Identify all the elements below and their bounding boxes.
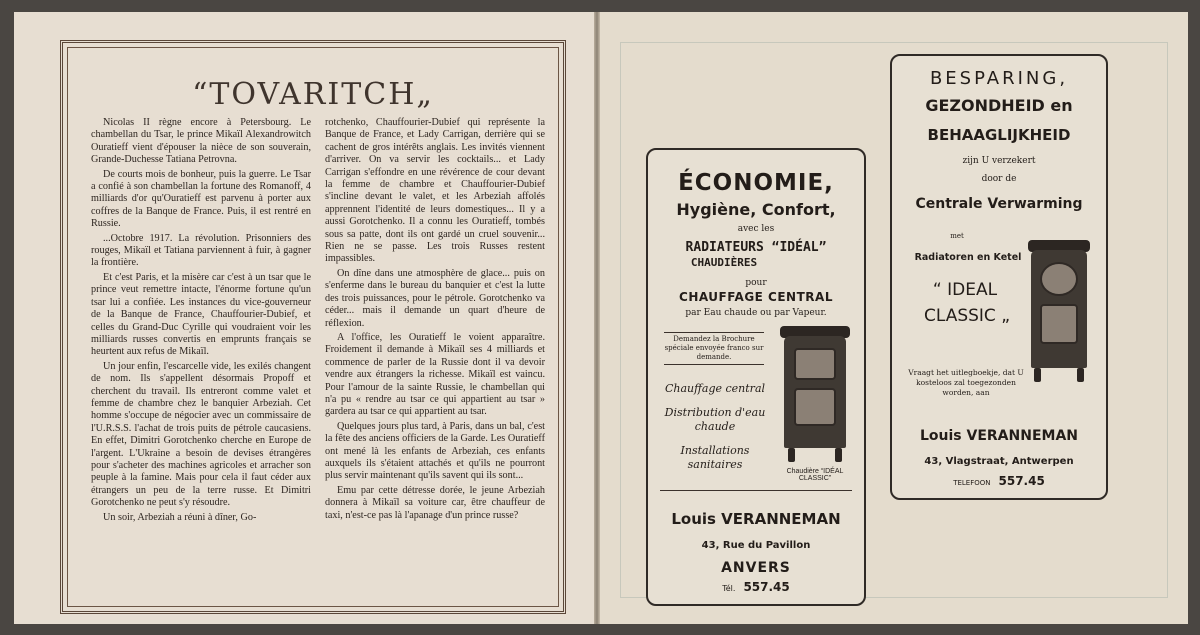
ad-line: CLASSIC „ [923,306,1011,326]
article-column-1 [91,117,311,526]
ad-line: zijn U verzekert [962,156,1036,166]
ad-line: “ IDEAL [932,280,998,300]
feature-item: Installations sanitaires [680,444,750,471]
feature-list [660,382,770,472]
paragraph: A l'office, les Ouratieff le voient apparaître. Froidement il demande à Mikaïl ses 4 milliards et commence de parler de la Russie dont il va devoir vendre aux étrangers la richesse. Mikaïl est vaincu. Pour l'amour de la sainte Russie, le chambellan qui n'a pu « rendre au tsar ce qui appartient au tsar » gardera au tsar ce qui appartient au tsar. [325,331,545,418]
boiler-caption: Chaudière “IDÉAL CLASSIC” [786,468,844,482]
paragraph: Et c'est Paris, et la misère car c'est à un tsar que le prince veut remettre intacte, l'énorme fortune qu'un tsar lui a confiée. Les instances du vice-gouverneur de la Banque de France, Chauffourier-Dubief, et celles du Grand-Duc Cyrille qui voudraient voir les milliards russes convertis en emprunts français se heurtent aux refus de Mikaïl. [91,271,311,358]
ad-subheadline: Hygiène, Confort, [676,200,836,219]
ad-tel-label: TELEFOON [953,479,991,487]
feature-item: Distribution d'eau chaude [664,406,766,433]
ad-headline: ÉCONOMIE, [678,170,834,196]
paragraph: Nicolas II règne encore à Petersbourg. Le chambellan du Tsar, le prince Mikaïl Alexandrowitch Ouratieff vient d'épouser la nièce de son souverain, Grande-Duchesse Tatiana Petrovna. [91,117,311,166]
paragraph: Emu par cette détresse dorée, le jeune Arbeziah donnera à Mikaïl sa voiture car, être chauffeur de taxi, n'est-ce pas là l'apanage d'un prince russe? [325,484,545,521]
article-title: “TOVARITCH„ [192,77,434,112]
ad-line: BESPARING, [929,68,1069,89]
right-page [600,12,1188,624]
ad-tel-number: 557.45 [998,474,1045,488]
ad-line: GEZONDHEID en [925,96,1073,115]
ad-tel-number: 557.45 [743,580,790,594]
ad-line: met [950,232,964,240]
ad-address: 43, Vlagstraat, Antwerpen [924,456,1074,467]
ad-avec: avec les [737,224,775,234]
feature-item: Chauffage central [664,382,766,395]
paragraph: Quelques jours plus tard, à Paris, dans un bal, c'est la fête des anciens officiers de la Garde. Les Ouratieff ont mené là les enfants de Arbeziah, ces enfants auxquels ils s'étaient attachés et qu'ils ne pourront plus servir maintenant qu'ils savent qui ils sont... [325,420,545,482]
ideal-ad-french [646,148,866,606]
ad-city: ANVERS [721,560,791,576]
paragraph: Un jour enfin, l'escarcelle vide, les exilés changent de nom. Ils s'appellent désormais Propoff et cherchent du travail. Ils entreront comme valet et femme de chambre chez le banquier Arbeziah. Cet homme s'occupe de négocier avec un commissaire de l'U.R.S.S. l'achat de trois puits de pétrole caucasiens. En effet, Dimitri Gorotchenko cherche en Europe de l'argent. L'Ukraine a besoin de devises étrangères pour s'acheter des machines agricoles et arracher son peuple à la famine. Mais pour cela il faut céder aux étrangers un peu de la terre russe. Et Dimitri Gorotchenko ne peut s'y résoudre. [91,360,311,509]
ad-brand-line2: CHAUDIÈRES [690,256,758,269]
article-column-2 [325,117,545,524]
article-frame [60,40,566,614]
ad-brand-line1: RADIATEURS “IDÉAL” [685,240,827,255]
paragraph: Un soir, Arbeziah a réuni à dîner, Go- [103,511,257,523]
ad-par: par Eau chaude ou par Vapeur. [685,308,827,318]
paragraph: On dîne dans une atmosphère de glace... puis on s'enferme dans le bureau du banquier et c'est la lutte des trois puissances, pour le pétrole. Gorotchenko va céder... mais il demande un quart d'heure de réflexion. [325,267,545,329]
ad-line: BEHAAGLIJKHEID [927,126,1071,144]
boiler-illustration [1028,240,1090,390]
left-page [14,12,594,624]
paragraph: rotchenko, Chauffourier-Dubief qui représente la Banque de France, et Lady Carrigan, derrière qui se cachent de gros intérêts anglais. Les invités viennent d'arriver. On va servir les cocktails... et Lady Carrigan s'effondre en une révérence de cour devant la femme de chambre et Chauffourier-Dubief s'incline devant le valet, et les Arbeziah affolés apprennent l'identité de leurs domestiques... Il y a aussi Gorotchenko. Il a connu les Ouratieff, tombés sous sa patte, dont ils ont gardé un cruel souvenir... Rien ne se passe. Les trois Russes restent impassibles. [325,117,545,265]
brochure-note: Demandez la Brochure spéciale envoyée franco sur demande. [664,332,764,365]
ideal-ad-dutch [890,54,1108,500]
ad-company: Louis VERANNEMAN [671,510,841,528]
paragraph: ...Octobre 1917. La révolution. Prisonniers des rouges, Mikaïl et Tatiana parviennent à fuir, à gagner la frontière. [91,232,311,269]
ad-pour: pour [745,278,767,288]
boiler-illustration [780,326,850,482]
ad-tel-row [648,580,864,594]
ad-line: Vraagt het uitlegboekje, dat U kosteloos zal toegezonden worden, aan [908,368,1024,397]
ad-company: Louis VERANNEMAN [919,428,1078,444]
ad-line: door de [981,174,1017,184]
paragraph: De courts mois de bonheur, puis la guerre. Le Tsar a confié à son chambellan la fortune des Romanoff, 4 milliards d'or qu'Ouratieff est parvenu à porter aux coffres de la Banque de France. Puis, il est rentré en Russie. [91,168,311,230]
ad-line: Centrale Verwarming [915,196,1083,212]
ad-line: Radiatoren en Ketel [914,252,1022,263]
ad-tel-row [892,474,1106,488]
ad-chauffage: CHAUFFAGE CENTRAL [679,290,833,304]
ad-address: 43, Rue du Pavillon [701,540,811,551]
ad-tel-label: Tél. [722,584,736,593]
